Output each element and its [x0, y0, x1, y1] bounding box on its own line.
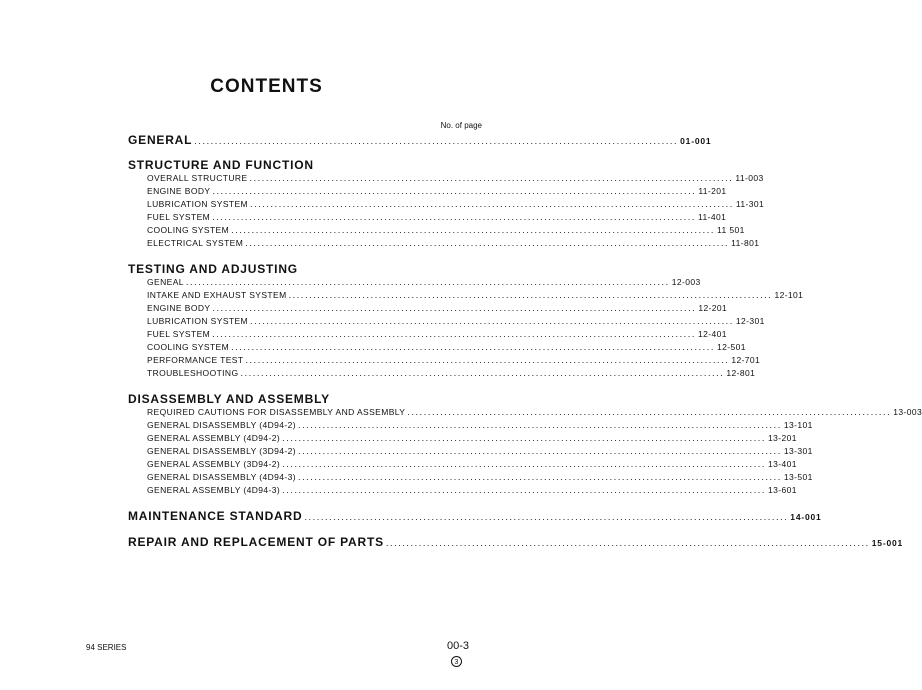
- revision-mark: 3: [451, 656, 462, 667]
- leader-dots: ......................................................................................................................: [304, 512, 789, 522]
- leader-dots: ......................................................................................................................: [250, 316, 734, 326]
- section-heading-disassembly: DISASSEMBLY AND ASSEMBLY: [128, 392, 330, 406]
- toc-entry-page: 11-401: [697, 212, 727, 222]
- toc-entry-label: GENERAL: [128, 133, 193, 147]
- toc-entry-label: GENERAL DISASSEMBLY (4D94-3): [147, 472, 296, 482]
- toc-entry-label: OVERALL STRUCTURE: [147, 173, 248, 183]
- toc-entry-page: 12-003: [671, 277, 701, 287]
- section-heading-testing: TESTING AND ADJUSTING: [128, 262, 298, 276]
- toc-entry-page: 13-601: [768, 485, 797, 495]
- leader-dots: ......................................................................................................................: [297, 420, 782, 430]
- toc-entry-label: FUEL SYSTEM: [147, 329, 211, 339]
- leader-dots: ......................................................................................................................: [185, 277, 670, 287]
- leader-dots: ......................................................................................................................: [212, 329, 696, 339]
- toc-entry-page: 14-001: [790, 512, 822, 522]
- leader-dots: ......................................................................................................................: [249, 173, 734, 183]
- leader-dots: ......................................................................................................................: [212, 212, 696, 222]
- toc-entry[interactable]: [147, 173, 764, 186]
- leader-dots: ......................................................................................................................: [240, 368, 725, 378]
- toc-entry[interactable]: [147, 238, 760, 251]
- toc-entry-page: 12-301: [735, 316, 765, 326]
- toc-entry[interactable]: [147, 420, 813, 433]
- toc-entry[interactable]: [147, 472, 813, 485]
- no-of-page-label: No. of page: [440, 121, 482, 130]
- page-title: CONTENTS: [210, 76, 323, 97]
- toc-entry-label: GENEAL: [147, 277, 184, 287]
- toc-entry-label: COOLING SYSTEM: [147, 225, 230, 235]
- toc-entry-label: COOLING SYSTEM: [147, 342, 230, 352]
- leader-dots: ......................................................................................................................: [212, 303, 697, 313]
- toc-entry-page: 13-301: [783, 446, 813, 456]
- toc-entry-page: 15-001: [871, 538, 904, 548]
- toc-entry-page: 12-801: [726, 368, 756, 378]
- toc-entry-label: FUEL SYSTEM: [147, 212, 211, 222]
- leader-dots: ......................................................................................................................: [288, 290, 773, 300]
- leader-dots: ......................................................................................................................: [297, 472, 782, 482]
- toc-entry[interactable]: [147, 303, 728, 316]
- toc-entry-page: 13-003: [893, 407, 922, 417]
- leader-dots: ......................................................................................................................: [385, 538, 870, 548]
- toc-entry-label: ENGINE BODY: [147, 186, 211, 196]
- toc-entry[interactable]: [147, 433, 797, 446]
- toc-entry-label: GENERAL DISASSEMBLY (3D94-2): [147, 446, 296, 456]
- toc-entry[interactable]: [147, 186, 727, 199]
- leader-dots: ......................................................................................................................: [212, 186, 697, 196]
- toc-entry-label: GENERAL ASSEMBLY (3D94-2): [147, 459, 281, 469]
- toc-entry[interactable]: [147, 225, 745, 238]
- toc-entry-repair[interactable]: [128, 535, 904, 550]
- leader-dots: ......................................................................................................................: [245, 238, 730, 248]
- section-heading-structure: STRUCTURE AND FUNCTION: [128, 158, 314, 172]
- leader-dots: ......................................................................................................................: [282, 433, 767, 443]
- toc-entry[interactable]: [147, 329, 727, 342]
- toc-entry-label: GENERAL DISASSEMBLY (4D94-2): [147, 420, 296, 430]
- leader-dots: ......................................................................................................................: [282, 485, 767, 495]
- toc-entry-page: 12-201: [698, 303, 728, 313]
- leader-dots: ......................................................................................................................: [282, 459, 767, 469]
- toc-entry[interactable]: [147, 277, 701, 290]
- toc-entry-page: 13-401: [768, 459, 797, 469]
- toc-entry[interactable]: [147, 342, 746, 355]
- leader-dots: ......................................................................................................................: [231, 225, 715, 235]
- series-label: 94 SERIES: [86, 643, 127, 652]
- toc-entry[interactable]: [147, 316, 765, 329]
- leader-dots: ......................................................................................................................: [297, 446, 782, 456]
- toc-entry-label: INTAKE AND EXHAUST SYSTEM: [147, 290, 287, 300]
- toc-entry[interactable]: [147, 368, 756, 381]
- toc-entry-label: GENERAL ASSEMBLY (4D94-3): [147, 485, 281, 495]
- toc-entry[interactable]: [147, 212, 727, 225]
- toc-entry[interactable]: [147, 290, 804, 303]
- toc-entry-page: 11 501: [716, 225, 745, 235]
- toc-entry-page: 13-101: [783, 420, 813, 430]
- leader-dots: ......................................................................................................................: [245, 355, 730, 365]
- toc-entry-page: 11-003: [735, 173, 764, 183]
- toc-entry-page: 13-201: [768, 433, 797, 443]
- toc-entry-page: 12-501: [716, 342, 746, 352]
- page-number: 00-3: [447, 640, 470, 652]
- leader-dots: ......................................................................................................................: [194, 136, 679, 146]
- toc-entry[interactable]: [147, 199, 765, 212]
- toc-entry-label: MAINTENANCE STANDARD: [128, 509, 303, 523]
- toc-entry-label: ELECTRICAL SYSTEM: [147, 238, 244, 248]
- toc-entry-label: ENGINE BODY: [147, 303, 211, 313]
- toc-entry-page: 12-101: [774, 290, 804, 300]
- toc-entry[interactable]: [147, 485, 797, 498]
- toc-entry-label: REPAIR AND REPLACEMENT OF PARTS: [128, 535, 384, 549]
- toc-entry-label: REQUIRED CAUTIONS FOR DISASSEMBLY AND ASSEMBLY: [147, 407, 406, 417]
- leader-dots: ......................................................................................................................: [231, 342, 715, 352]
- toc-entry-page: 11-801: [731, 238, 760, 248]
- toc-entry[interactable]: [147, 446, 813, 459]
- toc-entry-page: 11-301: [735, 199, 765, 209]
- leader-dots: ......................................................................................................................: [250, 199, 734, 209]
- toc-entry-page: 11-201: [698, 186, 727, 196]
- toc-entry-page: 12-401: [697, 329, 727, 339]
- leader-dots: ......................................................................................................................: [407, 407, 892, 417]
- toc-entry-page: 12-701: [731, 355, 761, 365]
- toc-entry-label: LUBRICATION SYSTEM: [147, 316, 249, 326]
- toc-entry-label: LUBRICATION SYSTEM: [147, 199, 249, 209]
- toc-entry-page: 13-501: [783, 472, 813, 482]
- toc-entry-maintenance[interactable]: [128, 509, 822, 524]
- toc-entry-general[interactable]: [128, 133, 712, 148]
- toc-entry-page: 01-001: [680, 136, 712, 146]
- toc-entry[interactable]: [147, 407, 922, 420]
- toc-entry-label: PERFORMANCE TEST: [147, 355, 244, 365]
- toc-entry[interactable]: [147, 459, 797, 472]
- toc-entry[interactable]: [147, 355, 761, 368]
- toc-entry-label: GENERAL ASSEMBLY (4D94-2): [147, 433, 281, 443]
- toc-entry-label: TROUBLESHOOTING: [147, 368, 239, 378]
